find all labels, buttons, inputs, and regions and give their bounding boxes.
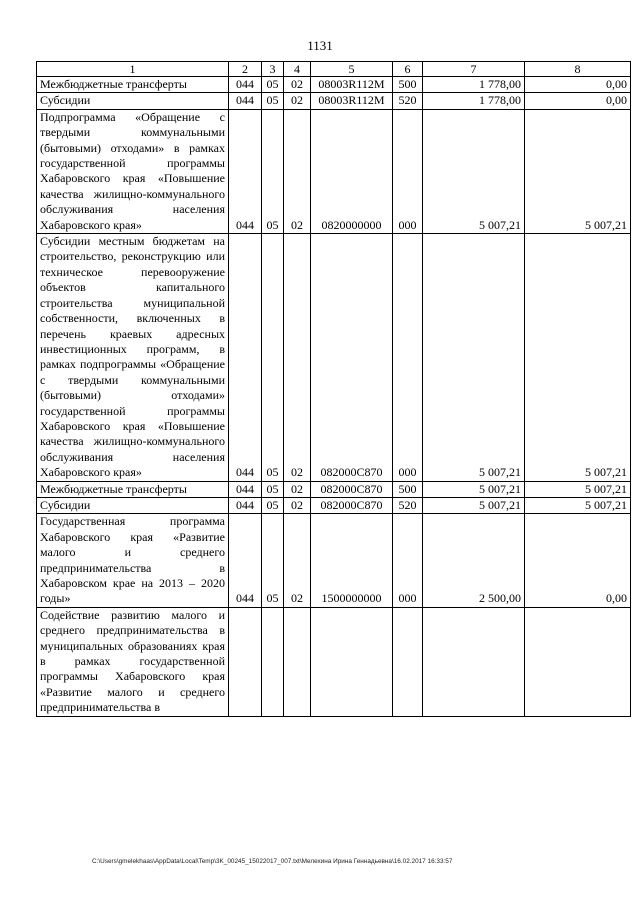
cell-section: 05 xyxy=(262,109,284,233)
table-row xyxy=(37,234,631,482)
table-row xyxy=(37,607,631,716)
cell-expense-type: 500 xyxy=(393,77,423,93)
cell-subsection: 02 xyxy=(284,77,311,93)
cell-subsection: 02 xyxy=(284,109,311,233)
cell-expense-type xyxy=(393,607,423,716)
cell-ministry-code xyxy=(229,607,262,716)
cell-subsection: 02 xyxy=(284,497,311,513)
cell-amount-1: 5 007,21 xyxy=(423,109,525,233)
cell-amount-1: 2 500,00 xyxy=(423,514,525,607)
row-name: Межбюджетные трансферты xyxy=(37,481,229,497)
cell-amount-2: 5 007,21 xyxy=(525,234,631,482)
cell-section: 05 xyxy=(262,93,284,109)
table-row xyxy=(37,497,631,513)
cell-section: 05 xyxy=(262,497,284,513)
header-cell: 2 xyxy=(229,62,262,77)
cell-ministry-code: 044 xyxy=(229,497,262,513)
row-name: Подпрограмма «Обращение с твердыми коммунальными (бытовыми) отходами» в рамках государственной программы Хабаровского края «Повышение качества жилищно-коммунального обслуживания населения Хабаровского края» xyxy=(37,109,229,233)
cell-amount-2: 5 007,21 xyxy=(525,481,631,497)
cell-subsection xyxy=(284,607,311,716)
cell-target-code: 082000С870 xyxy=(311,481,393,497)
cell-amount-2: 0,00 xyxy=(525,93,631,109)
header-cell: 6 xyxy=(393,62,423,77)
header-cell: 3 xyxy=(262,62,284,77)
cell-subsection: 02 xyxy=(284,93,311,109)
cell-subsection: 02 xyxy=(284,481,311,497)
header-cell: 1 xyxy=(37,62,229,77)
cell-amount-1: 5 007,21 xyxy=(423,497,525,513)
cell-target-code xyxy=(311,607,393,716)
table-row xyxy=(37,481,631,497)
cell-ministry-code: 044 xyxy=(229,109,262,233)
cell-ministry-code: 044 xyxy=(229,77,262,93)
cell-amount-1: 5 007,21 xyxy=(423,234,525,482)
cell-expense-type: 520 xyxy=(393,93,423,109)
cell-amount-1: 1 778,00 xyxy=(423,77,525,93)
cell-amount-1: 1 778,00 xyxy=(423,93,525,109)
table-row xyxy=(37,77,631,93)
cell-target-code: 08003R112M xyxy=(311,77,393,93)
cell-ministry-code: 044 xyxy=(229,234,262,482)
cell-amount-2: 0,00 xyxy=(525,514,631,607)
cell-section: 05 xyxy=(262,514,284,607)
cell-expense-type: 500 xyxy=(393,481,423,497)
cell-expense-type: 000 xyxy=(393,234,423,482)
cell-expense-type: 520 xyxy=(393,497,423,513)
row-name: Государственная программа Хабаровского края «Развитие малого и среднего предпринимательства в Хабаровском крае на 2013 – 2020 годы» xyxy=(37,514,229,607)
header-cell: 5 xyxy=(311,62,393,77)
header-row xyxy=(37,62,631,77)
header-cell: 7 xyxy=(423,62,525,77)
cell-section: 05 xyxy=(262,77,284,93)
cell-target-code: 082000С870 xyxy=(311,497,393,513)
cell-ministry-code: 044 xyxy=(229,481,262,497)
cell-section xyxy=(262,607,284,716)
cell-target-code: 08003R112M xyxy=(311,93,393,109)
row-name: Субсидии местным бюджетам на строительство, реконструкцию или техническое перевооружение объектов капитального строительства муниципальной собственности, включенных в перечень краевых адресных инвестиционных программ, в рамках подпрограммы «Обращение с твердыми коммунальными (бытовыми) отходами» государственной программы Хабаровского края «Повышение качества жилищно-коммунального обслуживания населения Хабаровского края» xyxy=(37,234,229,482)
cell-ministry-code: 044 xyxy=(229,93,262,109)
cell-section: 05 xyxy=(262,481,284,497)
cell-amount-2 xyxy=(525,607,631,716)
table-row xyxy=(37,109,631,233)
cell-amount-1: 5 007,21 xyxy=(423,481,525,497)
cell-expense-type: 000 xyxy=(393,514,423,607)
cell-subsection: 02 xyxy=(284,514,311,607)
header-cell: 8 xyxy=(525,62,631,77)
cell-amount-2: 5 007,21 xyxy=(525,109,631,233)
file-path-footer: C:\Users\gmelekhaas\AppData\Local\Temp\3K_00245_15022017_007.txt\Мелехина Ирина Геннадьевна\16.02.2017 16:33:57 xyxy=(92,858,453,865)
cell-subsection: 02 xyxy=(284,234,311,482)
table-row xyxy=(37,93,631,109)
cell-amount-1 xyxy=(423,607,525,716)
row-name: Содействие развитию малого и среднего предпринимательства в муниципальных образованиях края в рамках государственной программы Хабаровского края «Развитие малого и среднего предпринимательства в xyxy=(37,607,229,716)
cell-target-code: 1500000000 xyxy=(311,514,393,607)
cell-amount-2: 0,00 xyxy=(525,77,631,93)
header-cell: 4 xyxy=(284,62,311,77)
table-row xyxy=(37,514,631,607)
cell-expense-type: 000 xyxy=(393,109,423,233)
cell-target-code: 0820000000 xyxy=(311,109,393,233)
cell-amount-2: 5 007,21 xyxy=(525,497,631,513)
row-name: Субсидии xyxy=(37,93,229,109)
row-name: Межбюджетные трансферты xyxy=(37,77,229,93)
row-name: Субсидии xyxy=(37,497,229,513)
budget-table xyxy=(36,61,631,717)
page-number: 1131 xyxy=(307,38,333,53)
cell-section: 05 xyxy=(262,234,284,482)
cell-ministry-code: 044 xyxy=(229,514,262,607)
cell-target-code: 082000С870 xyxy=(311,234,393,482)
